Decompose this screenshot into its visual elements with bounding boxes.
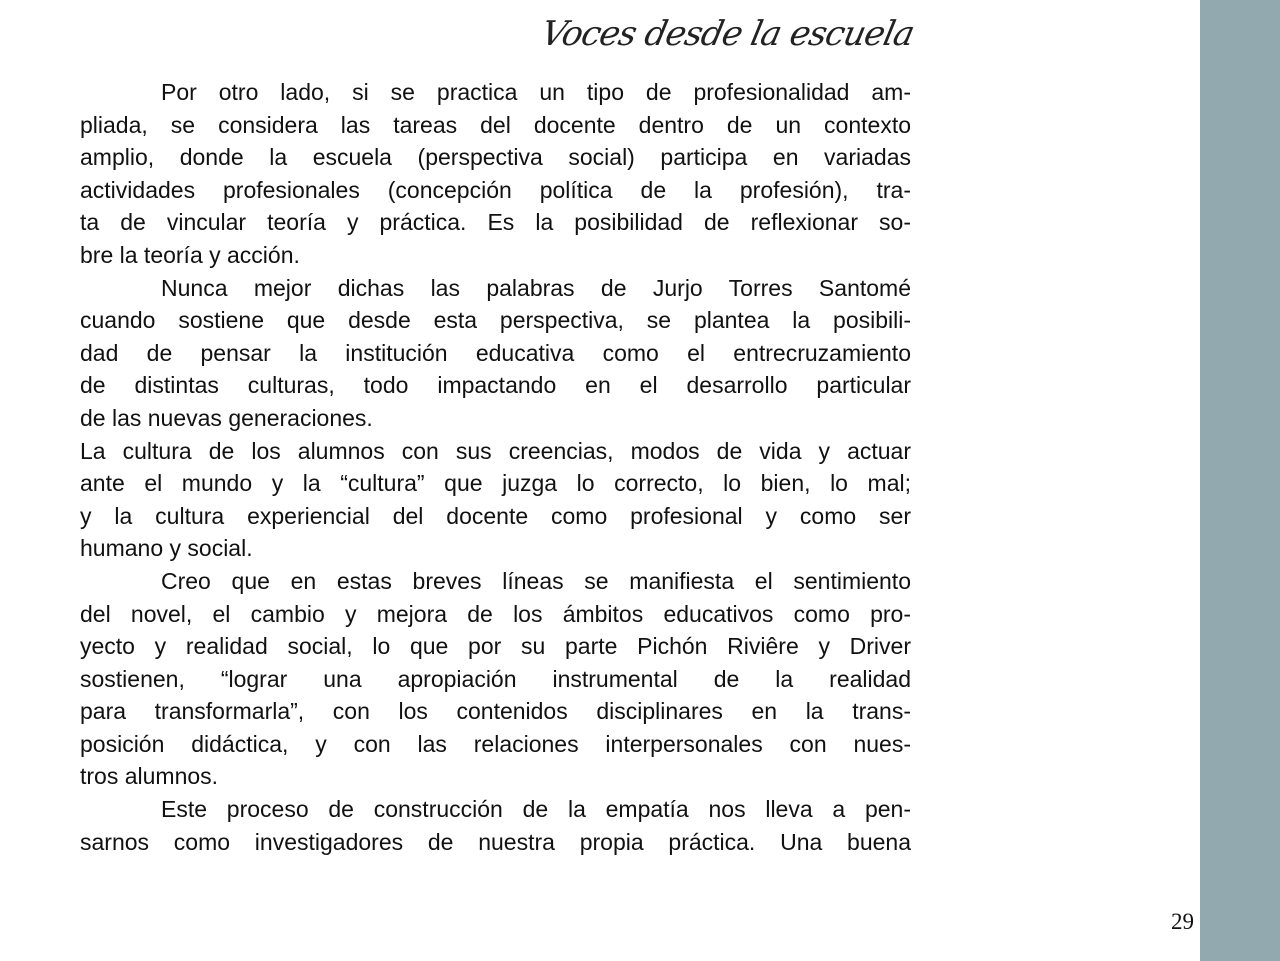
text-line: La cultura de los alumnos con sus creencias, modos de vida y actuar bbox=[80, 437, 911, 464]
page-edge-color-band bbox=[1200, 0, 1280, 961]
text-line: pliada, se considera las tareas del docente dentro de un contexto bbox=[80, 111, 911, 138]
text-line: Por otro lado, si se practica un tipo de profesionalidad am- bbox=[161, 79, 911, 105]
text-line: Nunca mejor dichas las palabras de Jurjo Torres Santomé bbox=[161, 274, 911, 301]
text-line: Este proceso de construcción de la empatía nos lleva a pen- bbox=[161, 796, 911, 823]
text-line: ante el mundo y la “cultura” que juzga lo correcto, lo bien, lo mal; bbox=[80, 470, 911, 497]
text-line: del novel, el cambio y mejora de los ámbitos educativos como pro- bbox=[80, 600, 911, 627]
text-line: Creo que en estas breves líneas se manifiesta el sentimiento bbox=[161, 567, 911, 594]
text-line: posición didáctica, y con las relaciones interpersonales con nues- bbox=[80, 730, 911, 757]
text-line: sarnos como investigadores de nuestra propia práctica. Una buena bbox=[80, 828, 911, 855]
text-line: ta de vincular teoría y práctica. Es la posibilidad de reflexionar so- bbox=[80, 209, 911, 236]
text-line: sostienen, “lograr una apropiación instrumental de la realidad bbox=[80, 665, 911, 692]
text-line: amplio, donde la escuela (perspectiva social) participa en variadas bbox=[80, 144, 911, 171]
text-line: bre la teoría y acción. bbox=[80, 241, 300, 268]
text-line: cuando sostiene que desde esta perspectiva, se plantea la posibili- bbox=[80, 307, 911, 334]
text-line: humano y social. bbox=[80, 535, 253, 562]
text-line: dad de pensar la institución educativa como el entrecruzamiento bbox=[80, 339, 911, 366]
page-number: 29 bbox=[1171, 909, 1194, 934]
text-line: para transformarla”, con los contenidos disciplinares en la trans- bbox=[80, 698, 911, 725]
text-line: actividades profesionales (concepción política de la profesión), tra- bbox=[80, 176, 911, 203]
text-line: de distintas culturas, todo impactando en el desarrollo particular bbox=[80, 372, 911, 399]
text-line: y la cultura experiencial del docente como profesional y como ser bbox=[80, 502, 911, 529]
text-line: yecto y realidad social, lo que por su parte Pichón Riviêre y Driver bbox=[80, 633, 911, 660]
text-line: de las nuevas generaciones. bbox=[80, 404, 373, 431]
text-line: tros alumnos. bbox=[80, 763, 219, 790]
running-header: Voces desde la escuela bbox=[537, 14, 918, 54]
body-text bbox=[80, 76, 911, 858]
